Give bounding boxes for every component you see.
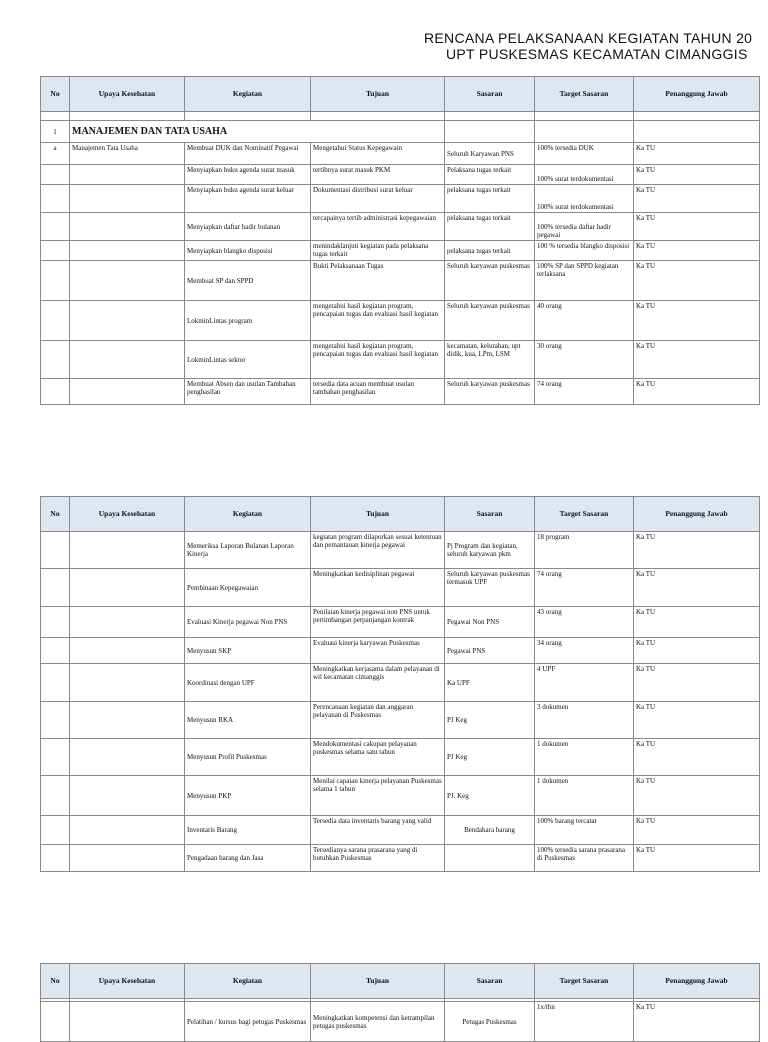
- cell-target: 1 dokumen: [535, 776, 634, 816]
- cell-target: 100% tersedia DUK: [535, 143, 634, 165]
- cell-kegiatan: Inventaris Barang: [185, 816, 311, 845]
- cell-sasaran: Pegawai PNS: [445, 638, 535, 664]
- cell-sasaran: Bendahara barang: [445, 816, 535, 845]
- cell-sasaran: Seluruh karyawan puskesmas: [445, 379, 535, 405]
- cell-pj: Ka TU: [634, 341, 760, 379]
- cell-pj: Ka TU: [634, 532, 760, 569]
- cell-pj: Ka TU: [634, 261, 760, 301]
- cell-tujuan: Penilaian kinerja pegawai non PNS untuk pertimbangan perpanjangan kontrak: [311, 607, 445, 638]
- col-header-sasaran: Sasaran: [445, 77, 535, 112]
- table-header-row: [41, 77, 760, 112]
- spacer-row: [41, 112, 760, 121]
- cell-tujuan: Bukti Pelaksanaan Tugas: [311, 261, 445, 301]
- cell-target: 4 UPF: [535, 664, 634, 702]
- cell-sasaran: [445, 845, 535, 872]
- cell-target: 100% tersedia daftar hadir pegawai: [535, 213, 634, 241]
- col-header-sasaran: Sasaran: [445, 964, 535, 999]
- col-header-pj: Penanggung Jawab: [634, 77, 760, 112]
- col-header-no: No: [41, 77, 70, 112]
- cell-target: 30 orang: [535, 341, 634, 379]
- table-header-row: [41, 964, 760, 999]
- cell-tujuan: Meningkatkan kompetensi dan ketrampilan petugas puskesmas: [311, 1002, 445, 1042]
- cell-tujuan: Mendokumentasi cakupan pelayanan puskesmas selama satu tahun: [311, 739, 445, 776]
- cell-target: 1 dokumen: [535, 739, 634, 776]
- cell-kegiatan: Memeriksa Laporan Bulanan Laporan Kinerja: [185, 532, 311, 569]
- cell-kegiatan: LokminLintas sektor: [185, 341, 311, 379]
- cell-tujuan: tersedia data acuan membuat usulan tambahan penghasilan: [311, 379, 445, 405]
- col-header-pj: Penanggung Jawab: [634, 964, 760, 999]
- col-header-upaya: Upaya Kesehatan: [70, 497, 185, 532]
- cell-sasaran: pelaksana tugas terkait: [445, 241, 535, 261]
- cell-sasaran: kecamatan, kelurahan, upt didik, kua, LPm, LSM: [445, 341, 535, 379]
- cell-kegiatan: Menyiapkan buku agenda surat keluar: [185, 185, 311, 213]
- cell-tujuan: Menilai capaian kinerja pelayanan Puskesmas selama 1 tahun: [311, 776, 445, 816]
- sub-title: Manajemen Tata Usaha: [70, 143, 185, 165]
- cell-kegiatan: Pelatihan / kursus bagi petugas Puskesmas: [185, 1002, 311, 1042]
- table-row: [41, 261, 760, 301]
- cell-pj: Ka TU: [634, 165, 760, 185]
- cell-pj: Ka TU: [634, 638, 760, 664]
- cell-pj: Ka TU: [634, 301, 760, 341]
- sub-number: a: [41, 143, 70, 165]
- section-number: 1: [41, 121, 70, 143]
- table-row: [41, 664, 760, 702]
- page-title-line2: UPT PUSKESMAS KECAMATAN CIMANGGIS: [446, 46, 748, 62]
- cell-kegiatan: Menyusun PKP: [185, 776, 311, 816]
- cell-kegiatan: Membuat SP dan SPPD: [185, 261, 311, 301]
- cell-tujuan: Tersedianya sarana prasarana yang di butuhkan Puskesmas: [311, 845, 445, 872]
- table-row: [41, 185, 760, 213]
- cell-pj: Ka TU: [634, 241, 760, 261]
- cell-pj: Ka TU: [634, 845, 760, 872]
- col-header-kegiatan: Kegiatan: [185, 497, 311, 532]
- cell-kegiatan: Koordinasi dengan UPF: [185, 664, 311, 702]
- table-row: [41, 776, 760, 816]
- cell-tujuan: Evaluasi kinerja karyawan Puskesmas: [311, 638, 445, 664]
- table-row: [41, 816, 760, 845]
- cell-tujuan: Meningkatkan kerjasama dalam pelayanan di wil kecamatan cimanggis: [311, 664, 445, 702]
- cell-pj: Ka TU: [634, 1002, 760, 1042]
- table-row: [41, 569, 760, 607]
- col-header-kegiatan: Kegiatan: [185, 77, 311, 112]
- cell-tujuan: Meningkatkan kedisiplinan pegawai: [311, 569, 445, 607]
- cell-pj: Ka TU: [634, 143, 760, 165]
- cell-pj: Ka TU: [634, 816, 760, 845]
- cell-sasaran: PJ. Keg: [445, 776, 535, 816]
- cell-kegiatan: Membuat DUK dan Nominatif Pegawai: [185, 143, 311, 165]
- cell-target: 34 orang: [535, 638, 634, 664]
- col-header-pj: Penanggung Jawab: [634, 497, 760, 532]
- cell-sasaran: Pelaksana tugas terkait: [445, 165, 535, 185]
- col-header-sasaran: Sasaran: [445, 497, 535, 532]
- table-row: [41, 739, 760, 776]
- cell-kegiatan: Menyiapkan daftar hadir bulanan: [185, 213, 311, 241]
- cell-kegiatan: Pembinaan Kepegawaian: [185, 569, 311, 607]
- cell-sasaran: pelaksana tugas terkait: [445, 213, 535, 241]
- cell-target: 74 orang: [535, 569, 634, 607]
- cell-sasaran: PJ Keg: [445, 739, 535, 776]
- cell-sasaran: PJ Keg: [445, 702, 535, 739]
- cell-pj: Ka TU: [634, 379, 760, 405]
- table-row: [41, 638, 760, 664]
- cell-tujuan: tertibnya surat masuk PKM: [311, 165, 445, 185]
- cell-kegiatan: Membuat Absen dan usulan Tambahan penghasilan: [185, 379, 311, 405]
- cell-tujuan: Mengetahui Status Kepegawain: [311, 143, 445, 165]
- cell-target: 74 orang: [535, 379, 634, 405]
- cell-sasaran: Pj Program dan kegiatan, seluruh karyawan pkm: [445, 532, 535, 569]
- cell-kegiatan: Menyusun Profil Puskesmas: [185, 739, 311, 776]
- cell-target: 100% tersedia sarana prasarana di Puskesmas: [535, 845, 634, 872]
- col-header-target: Target Sasaran: [535, 77, 634, 112]
- plan-table-1: [40, 76, 760, 405]
- cell-sasaran: Seluruh karyawan puskesmas termasuk UPF: [445, 569, 535, 607]
- cell-kegiatan: Menyiapkan buku agenda surat masuk: [185, 165, 311, 185]
- table-row: [41, 845, 760, 872]
- cell-target: 40 orang: [535, 301, 634, 341]
- col-header-tujuan: Tujuan: [311, 77, 445, 112]
- plan-table-3: [40, 963, 760, 1042]
- cell-kegiatan: Menyusun RKA: [185, 702, 311, 739]
- col-header-upaya: Upaya Kesehatan: [70, 77, 185, 112]
- cell-target: 100% surat terdokumentasi: [535, 185, 634, 213]
- cell-kegiatan: Menyusun SKP: [185, 638, 311, 664]
- cell-target: 100 % tersedia blangko disposisi: [535, 241, 634, 261]
- cell-target: 100% barang tercatat: [535, 816, 634, 845]
- table-row: [41, 213, 760, 241]
- cell-kegiatan: Menyiapkan blangko disposisi: [185, 241, 311, 261]
- cell-tujuan: Perencanaan kegiatan dan anggaran pelayanan di Puskesmas: [311, 702, 445, 739]
- cell-pj: Ka TU: [634, 664, 760, 702]
- section-title: MANAJEMEN DAN TATA USAHA: [70, 121, 445, 143]
- cell-tujuan: kegiatan program dilaporkan sesuai ketentuan dan pemantauan kinerja pegawai: [311, 532, 445, 569]
- cell-target: 3 dokumen: [535, 702, 634, 739]
- cell-pj: Ka TU: [634, 739, 760, 776]
- table-row: [41, 702, 760, 739]
- cell-sasaran: Seluruh karyawan puskesmas: [445, 261, 535, 301]
- col-header-no: No: [41, 497, 70, 532]
- cell-sasaran: Seluruh Karyawan PNS: [445, 143, 535, 165]
- table-row: [41, 379, 760, 405]
- cell-target: 18 program: [535, 532, 634, 569]
- plan-table-2: [40, 496, 760, 872]
- page-title-line1: RENCANA PELAKSANAAN KEGIATAN TAHUN 20: [424, 30, 753, 46]
- cell-target: 100% surat terdokumentasi: [535, 165, 634, 185]
- table-row: [41, 165, 760, 185]
- cell-kegiatan: Evaluasi Kinerja pegawai Non PNS: [185, 607, 311, 638]
- section-row: [41, 121, 760, 143]
- cell-sasaran: Pegawai Non PNS: [445, 607, 535, 638]
- cell-tujuan: menindaklanjuti kegiatan pada pelaksana tugas terkait: [311, 241, 445, 261]
- table-header-row: [41, 497, 760, 532]
- cell-pj: Ka TU: [634, 213, 760, 241]
- cell-tujuan: tercapainya tertib administrasi kepegawaian: [311, 213, 445, 241]
- cell-tujuan: Tersedia data inventaris barang yang valid: [311, 816, 445, 845]
- cell-pj: Ka TU: [634, 702, 760, 739]
- cell-pj: Ka TU: [634, 776, 760, 816]
- col-header-kegiatan: Kegiatan: [185, 964, 311, 999]
- cell-target: 43 orang: [535, 607, 634, 638]
- cell-target: 1x/thn: [535, 1002, 634, 1042]
- cell-pj: Ka TU: [634, 185, 760, 213]
- cell-sasaran: pelaksana tugas terkait: [445, 185, 535, 213]
- cell-sasaran: Seluruh karyawan puskesmas: [445, 301, 535, 341]
- cell-tujuan: mengetahui hasil kegiatan program, pencapaian tugas dan evaluasi hasil kegiatan: [311, 341, 445, 379]
- cell-sasaran: Petugas Puskesmas: [445, 1002, 535, 1042]
- table-row: [41, 301, 760, 341]
- cell-pj: Ka TU: [634, 569, 760, 607]
- table-row: [41, 532, 760, 569]
- cell-kegiatan: LokminLintas program: [185, 301, 311, 341]
- table-row: [41, 1002, 760, 1042]
- cell-kegiatan: Pengadaan barang dan Jasa: [185, 845, 311, 872]
- cell-tujuan: Dokumentasi distribusi surat keluar: [311, 185, 445, 213]
- col-header-tujuan: Tujuan: [311, 497, 445, 532]
- table-row: [41, 241, 760, 261]
- cell-tujuan: mengetahui hasil kegiatan program, pencapaian tugas dan evaluasi hasil kegiatan: [311, 301, 445, 341]
- col-header-no: No: [41, 964, 70, 999]
- col-header-tujuan: Tujuan: [311, 964, 445, 999]
- col-header-target: Target Sasaran: [535, 497, 634, 532]
- cell-target: 100% SP dan SPPD kegiatan terlaksana: [535, 261, 634, 301]
- col-header-target: Target Sasaran: [535, 964, 634, 999]
- cell-sasaran: Ka UPF: [445, 664, 535, 702]
- table-row: [41, 143, 760, 165]
- cell-pj: Ka TU: [634, 607, 760, 638]
- col-header-upaya: Upaya Kesehatan: [70, 964, 185, 999]
- table-row: [41, 341, 760, 379]
- table-row: [41, 607, 760, 638]
